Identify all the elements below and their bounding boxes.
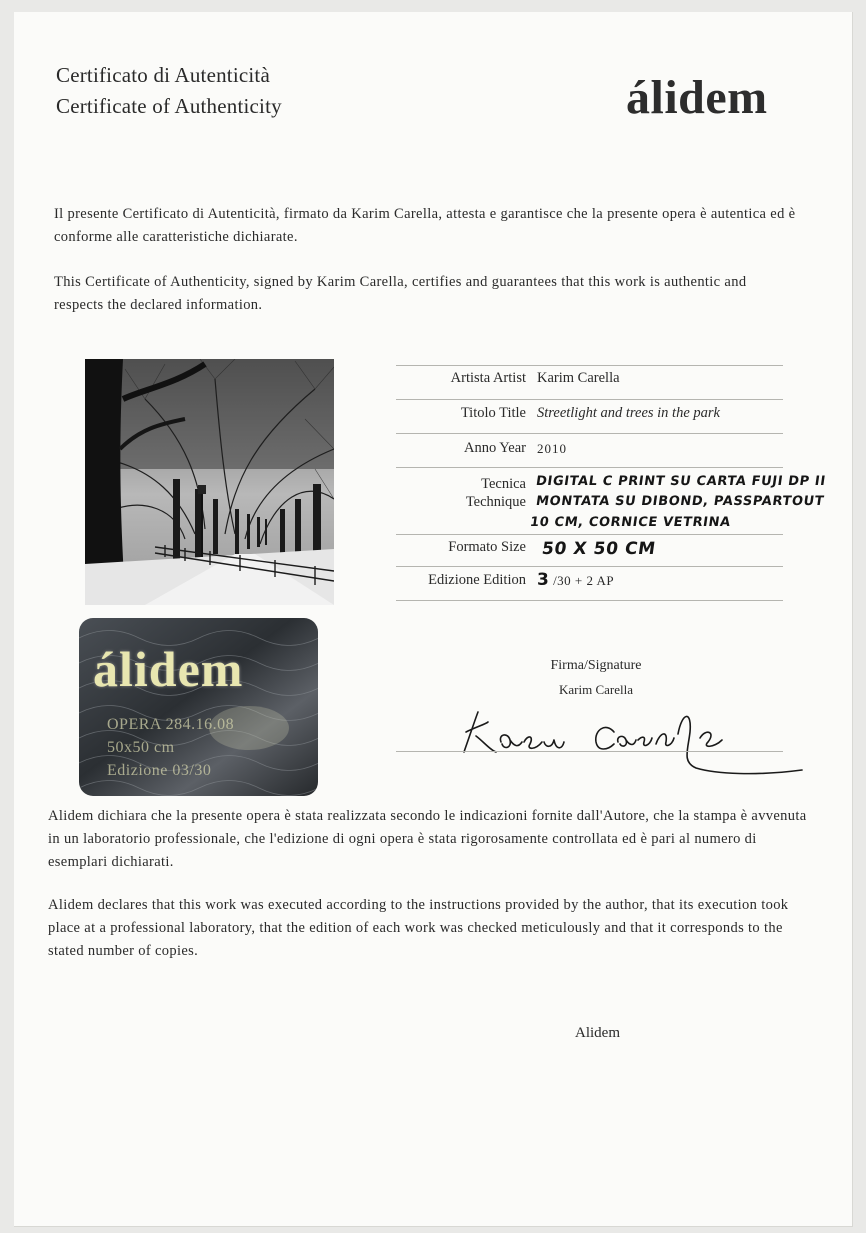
title-english: Certificate of Authenticity (56, 94, 282, 118)
divider (396, 365, 783, 366)
signature-line (396, 751, 783, 752)
certificate-title (56, 60, 282, 122)
divider (396, 566, 783, 567)
artist-value: Karim Carella (537, 370, 620, 386)
intro-italian: Il presente Certificato di Autenticità, firmato da Karim Carella, attesta e garantisce che la presente opera è autentica ed è conforme alle caratteristiche dichiarate. (54, 206, 796, 245)
title-label: Titolo Title (460, 405, 526, 421)
artwork-photo (85, 359, 334, 605)
hologram-size: 50x50 cm (107, 739, 175, 756)
title-italian: Certificato di Autenticità (56, 63, 270, 87)
hologram-logo: álidem (93, 641, 244, 697)
edition-number: 3 (537, 570, 550, 590)
declaration-italian: Alidem dichiara che la presente opera è stata realizzata secondo le indicazioni fornite dall'Autore, che la stampa è avvenuta in un laboratorio professionale, che l'edizione di ogni opera è stata rigorosamente controllata ed è pari al numero di esemplari dichiarati. (48, 808, 807, 870)
divider (396, 433, 783, 434)
technique-label-it: Tecnica (481, 476, 526, 492)
size-label: Formato Size (448, 539, 526, 555)
edition-total: /30 + 2 AP (553, 573, 615, 588)
year-value: 2010 (537, 441, 567, 456)
divider (396, 399, 783, 400)
year-label: Anno Year (463, 440, 526, 456)
alidem-logo: álidem (626, 71, 768, 124)
edition-value (537, 570, 614, 590)
certificate-page (14, 12, 853, 1227)
hologram-sticker (79, 618, 318, 796)
technique-line-2: MONTATA SU DIBOND, PASSPARTOUT (534, 494, 826, 509)
signature-name: Karim Carella (559, 682, 633, 697)
technique-line-1: DIGITAL C PRINT SU CARTA FUJI DP II (534, 474, 827, 489)
divider (396, 600, 783, 601)
signature-label: Firma/Signature (550, 658, 642, 673)
declaration-english: Alidem declares that this work was executed according to the instructions provided by the author, that its execution took place at a professional laboratory, that the edition of each work was checked meticulously and that it corresponds to the stated number of copies. (48, 897, 789, 959)
intro-english: This Certificate of Authenticity, signed by Karim Carella, certifies and guarantees that this work is authentic and respects the declared information. (54, 274, 747, 313)
hologram-opera: OPERA 284.16.08 (107, 716, 235, 733)
technique-label-en: Technique (465, 494, 526, 510)
artist-label: Artista Artist (450, 370, 526, 386)
edition-label: Edizione Edition (428, 572, 526, 588)
handwritten-signature (446, 702, 806, 787)
divider (396, 467, 783, 468)
hologram-edition: Edizione 03/30 (107, 762, 212, 779)
size-value: 50 X 50 CM (540, 539, 657, 559)
divider (396, 534, 783, 535)
technique-line-3: 10 CM, CORNICE VETRINA (528, 515, 732, 530)
title-value: Streetlight and trees in the park (537, 405, 720, 421)
issuer-name: Alidem (575, 1025, 620, 1041)
